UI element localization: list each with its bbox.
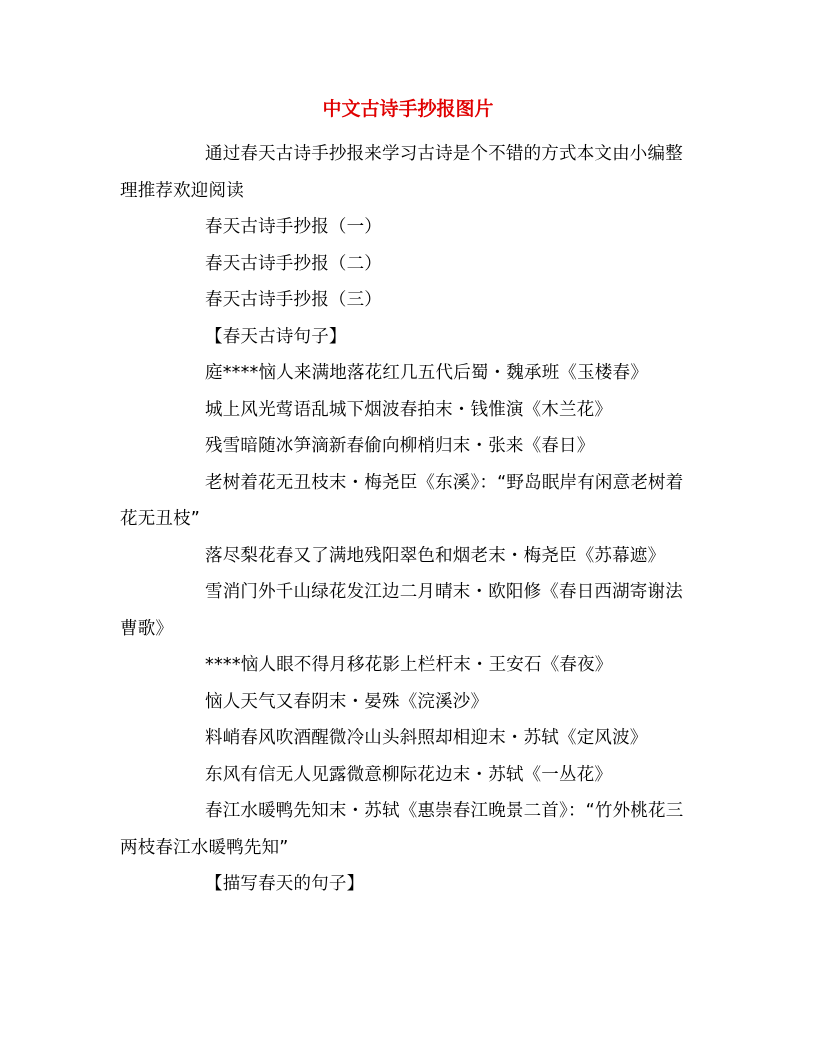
poem-line: ****恼人眼不得月移花影上栏杆末・王安石《春夜》 [205, 655, 613, 675]
document-title: 中文古诗手抄报图片 [322, 98, 494, 120]
section-heading-spring-descriptions: 【描写春天的句子】 [205, 874, 365, 894]
poem-line: 老树着花无丑枝末・梅尧臣《东溪》：“野岛眠岸有闲意老树着花无丑枝” [120, 472, 684, 529]
poem-line: 东风有信无人见露微意柳际花边末・苏轼《一丛花》 [205, 764, 613, 785]
poster-link-2: 春天古诗手抄报（二） [205, 253, 382, 274]
poem-line: 残雪暗随冰笋滴新春偷向柳梢归末・张来《春日》 [205, 436, 595, 456]
poster-link-3: 春天古诗手抄报（三） [205, 290, 382, 310]
poem-line: 恼人天气又春阴末・晏殊《浣溪沙》 [205, 691, 489, 712]
poem-line: 庭****恼人来满地落花红几五代后蜀・魏承班《玉楼春》 [205, 363, 648, 383]
poster-link-1: 春天古诗手抄报（一） [205, 217, 382, 237]
document-body [120, 136, 700, 903]
intro-paragraph: 通过春天古诗手抄报来学习古诗是个不错的方式本文由小编整理推荐欢迎阅读 [120, 144, 683, 201]
poem-line: 落尽梨花春又了满地残阳翠色和烟老末・梅尧臣《苏幕遮》 [205, 545, 666, 566]
poem-line: 春江水暖鸭先知末・苏轼《惠崇春江晚景二首》：“竹外桃花三两枝春江水暖鸭先知” [120, 801, 684, 858]
poem-line: 城上风光莺语乱城下烟波春拍末・钱惟演《木兰花》 [205, 399, 613, 420]
poem-line: 雪消门外千山绿花发江边二月晴末・欧阳修《春日西湖寄谢法曹歌》 [120, 582, 683, 639]
section-heading-spring-poems: 【春天古诗句子】 [205, 326, 347, 347]
poem-line: 料峭春风吹酒醒微冷山头斜照却相迎末・苏轼《定风波》 [205, 728, 648, 748]
